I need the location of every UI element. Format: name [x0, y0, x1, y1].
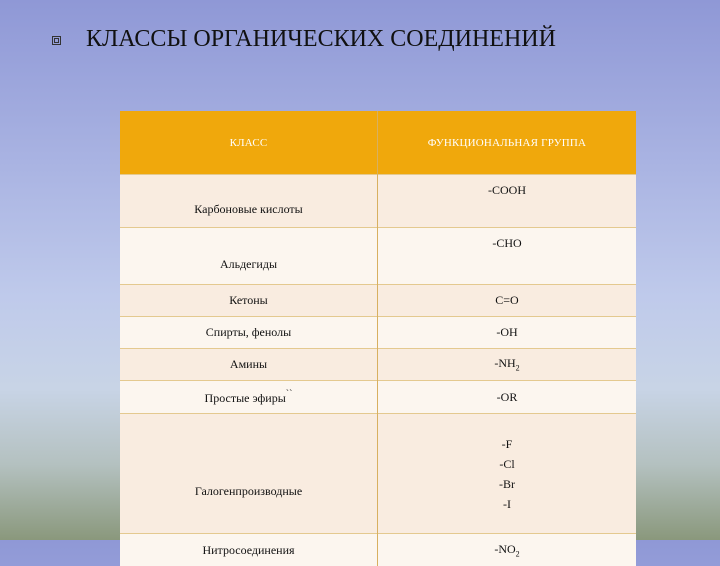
header-functional-group: ФУНКЦИОНАЛЬНАЯ ГРУППА [378, 111, 637, 175]
table-row [120, 381, 636, 414]
group-subscript: 2 [516, 549, 520, 558]
group-subscript: 2 [516, 364, 520, 373]
classes-table [120, 111, 636, 566]
class-cell [120, 381, 378, 414]
group-formula: -NH [494, 356, 515, 370]
halogen-group: -I [378, 494, 636, 514]
table-row [120, 349, 636, 381]
table-row [120, 317, 636, 349]
group-cell [378, 414, 637, 534]
class-cell: Галогенпроизводные [120, 414, 378, 534]
table-row [120, 534, 636, 566]
class-cell: Спирты, фенолы [120, 317, 378, 349]
group-cell [378, 349, 637, 381]
group-cell: -CHO [378, 228, 637, 285]
class-cell: Амины [120, 349, 378, 381]
group-cell: -COOH [378, 175, 637, 228]
group-cell: C=O [378, 285, 637, 317]
table-row [120, 175, 636, 228]
slide-title: КЛАССЫ ОРГАНИЧЕСКИХ СОЕДИНЕНИЙ [86, 26, 556, 53]
group-cell: -OR [378, 381, 637, 414]
group-cell: -OH [378, 317, 637, 349]
square-bullet-icon [52, 36, 61, 45]
table-row [120, 285, 636, 317]
group-formula: -NO [494, 542, 515, 556]
class-cell: Кетоны [120, 285, 378, 317]
class-cell: Нитросоединения [120, 534, 378, 566]
class-label: Простые эфиры [205, 391, 286, 405]
halogen-group: -Br [378, 474, 636, 494]
table-header-row [120, 111, 636, 175]
table-row [120, 228, 636, 285]
header-class: КЛАСС [120, 111, 378, 175]
halogen-group: -F [378, 434, 636, 454]
class-cell: Карбоновые кислоты [120, 175, 378, 228]
class-cell: Альдегиды [120, 228, 378, 285]
group-cell [378, 534, 637, 566]
halogen-group: -Cl [378, 454, 636, 474]
class-mark: `` [286, 389, 293, 400]
table-row [120, 414, 636, 534]
